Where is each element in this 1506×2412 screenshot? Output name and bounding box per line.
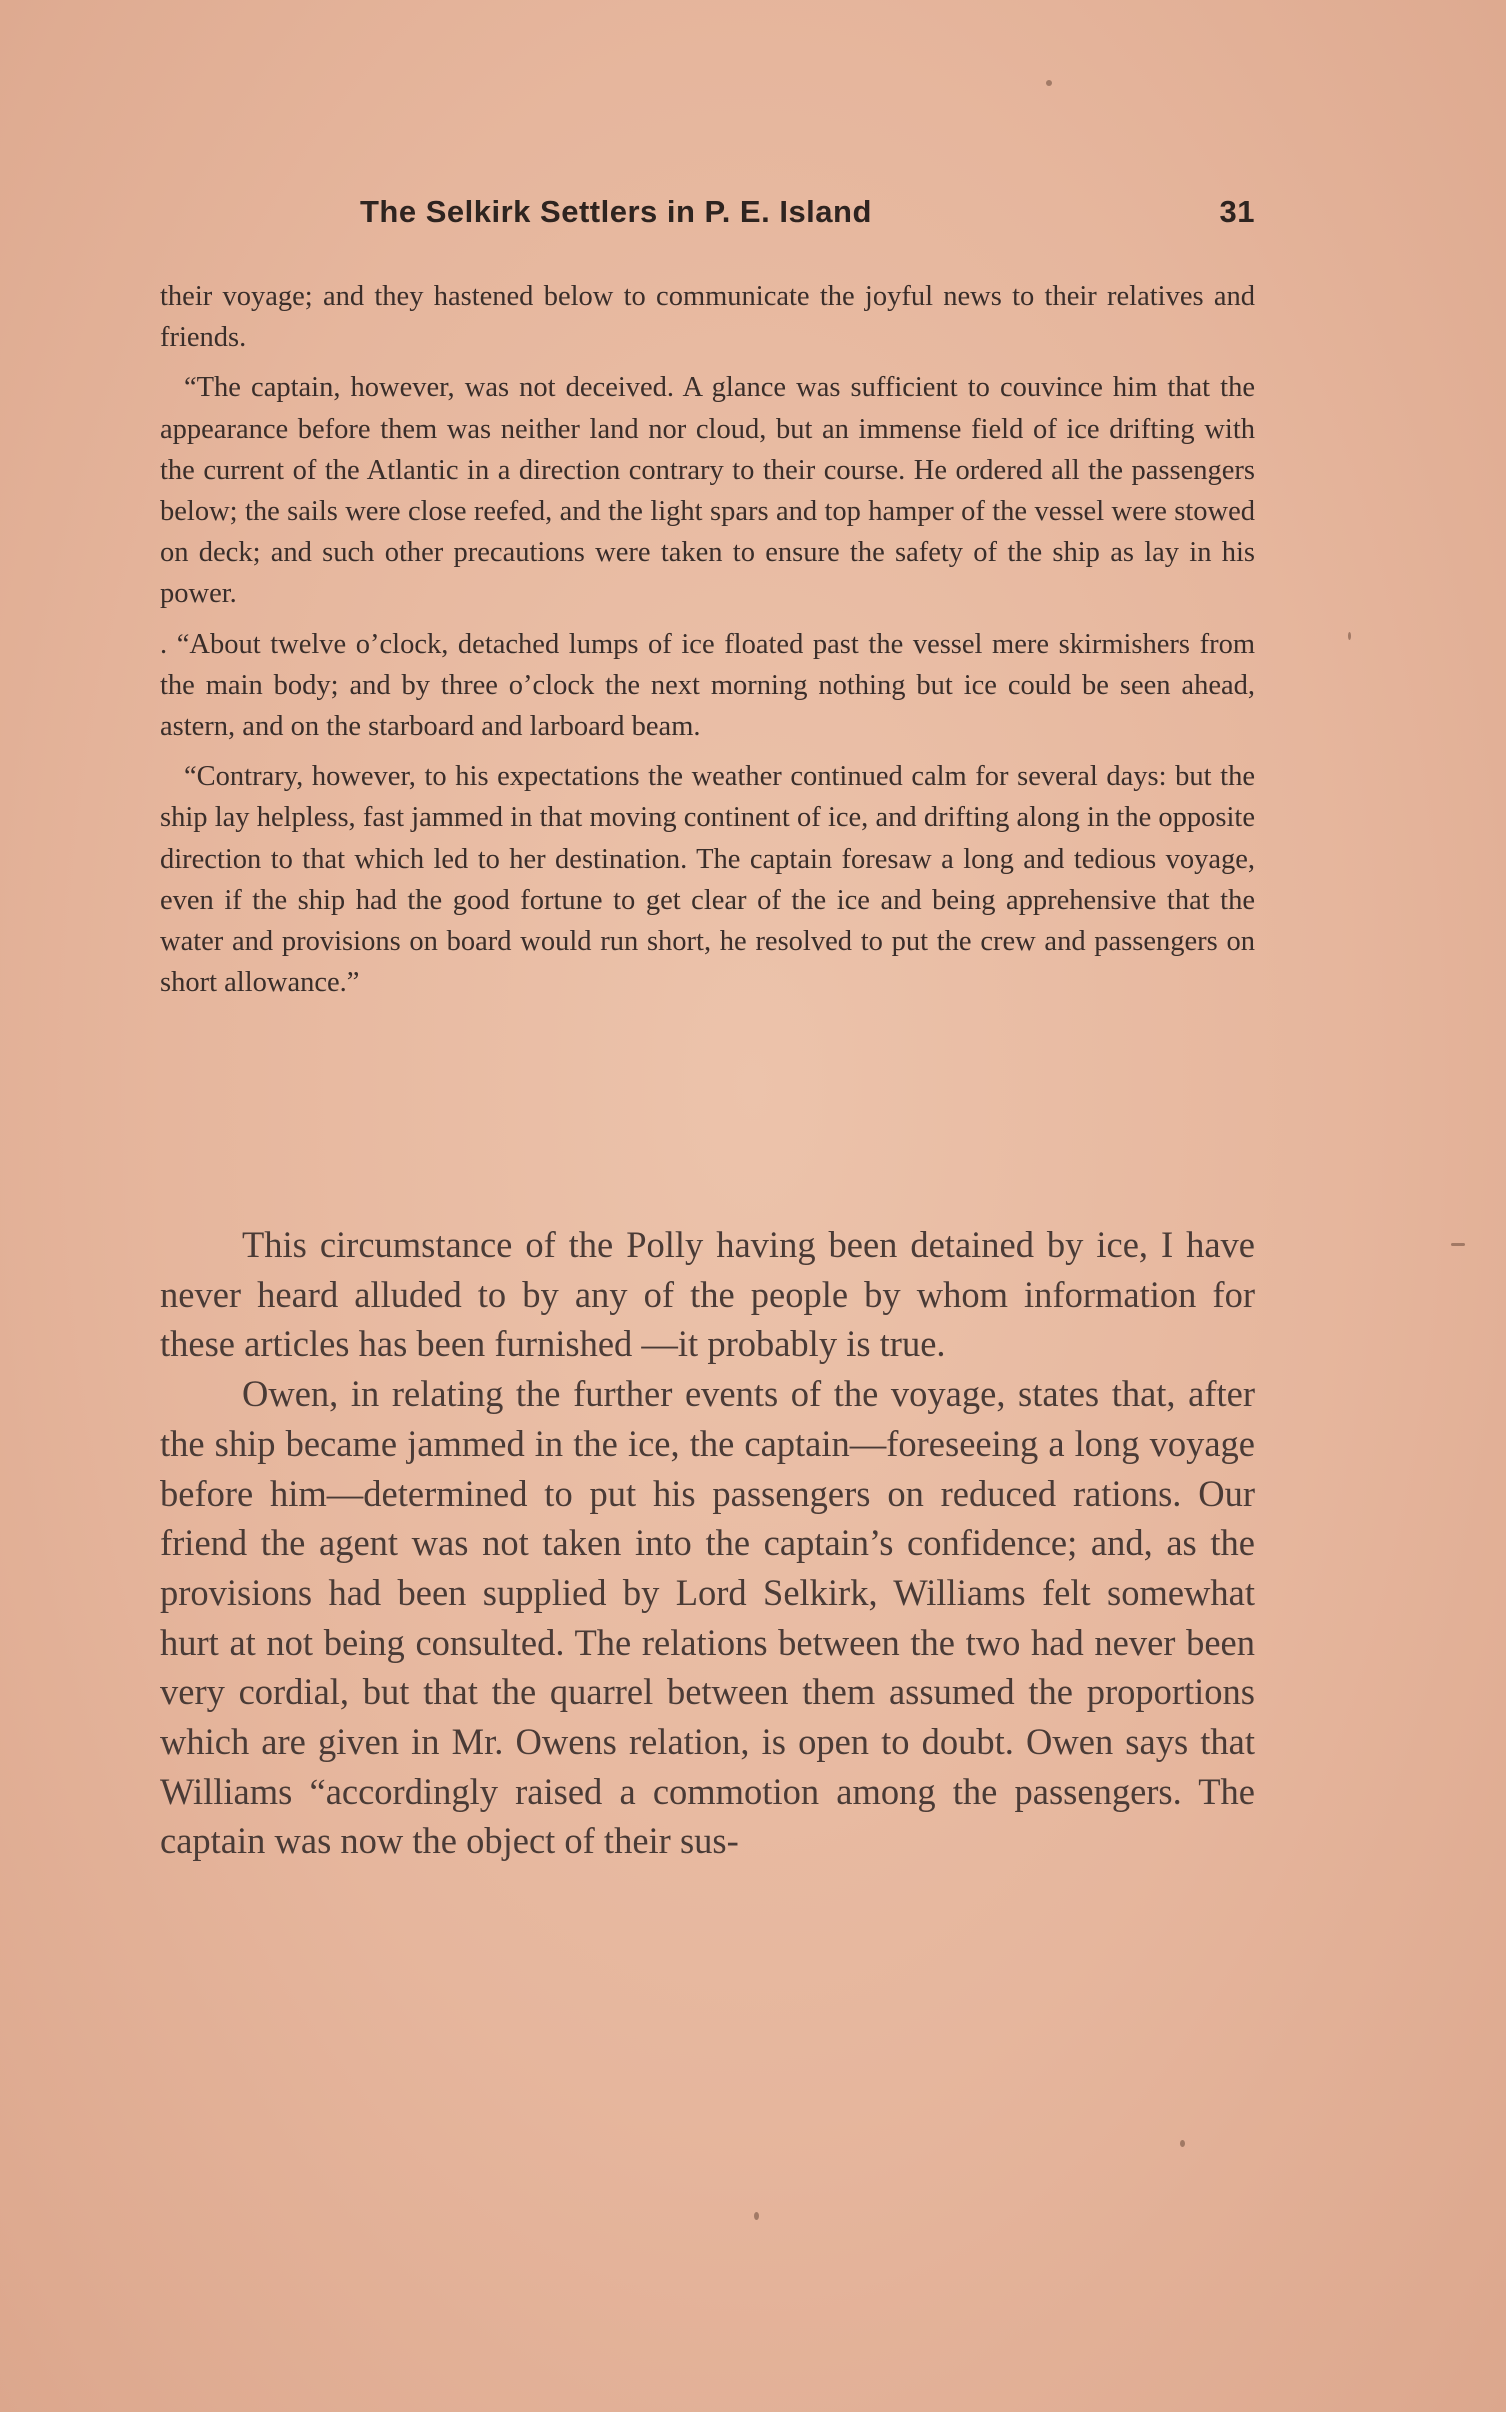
body-paragraph: This circumstance of the Polly having been detained by ice, I have never heard alluded to by any of the people by whom information for these articles has been furnished —it probably is true. <box>160 1224 1255 1365</box>
body-text <box>160 1220 1255 1866</box>
paper-speck <box>1046 80 1052 86</box>
paper-speck <box>754 2212 759 2220</box>
body-paragraph: Owen, in relating the further events of the voyage, states that, after the ship became jammed in the ice, the captain—foreseeing a long voyage before him—determined to put his passengers on reduced rations. Our friend the agent was not taken into the captain’s confidence; and, as the provisions had been supplied by Lord Selkirk, Williams felt somewhat hurt at not being consulted. The relations between the two had never been very cordial, but that the quarrel between them assumed the proportions which are given in Mr. Owens relation, is open to doubt. Owen says that Williams “accordingly raised a commotion among the passengers. The captain was now the object of their sus- <box>160 1373 1255 1862</box>
quoted-passage <box>160 276 1255 1012</box>
quote-paragraph: “Contrary, however, to his expectations the weather continued calm for several days: but the ship lay helpless, fast jammed in that moving continent of ice, and drifting along in the opposite direction to that which led to her destination. The captain foresaw a long and tedious voyage, even if the ship had the good fortune to get clear of the ice and being apprehensive that the water and provisions on board would run short, he resolved to put the crew and passengers on short allowance.” <box>160 761 1255 999</box>
paper-speck <box>1348 632 1351 640</box>
page-number: 31 <box>1219 194 1255 229</box>
quote-paragraph: their voyage; and they hastened below to communicate the joyful news to their relatives and friends. <box>160 281 1255 354</box>
running-title: The Selkirk Settlers in P. E. Island <box>360 194 872 229</box>
running-head <box>160 194 1255 244</box>
paper-speck <box>1180 2140 1185 2147</box>
quote-paragraph: . “About twelve o’clock, detached lumps of ice floated past the vessel mere skirmishers from the main body; and by three o’clock the next morning nothing but ice could be seen ahead, astern, and on the starboard and larboard beam. <box>160 628 1255 743</box>
quote-paragraph: “The captain, however, was not deceived. A glance was sufficient to couvince him that the appearance before them was neither land nor cloud, but an immense field of ice drifting with the current of the Atlantic in a direction contrary to their course. He ordered all the passengers below; the sails were close reefed, and the light spars and top hamper of the vessel were stowed on deck; and such other precautions were taken to ensure the safety of the ship as lay in his power. <box>160 372 1255 610</box>
paper-speck <box>1451 1243 1465 1246</box>
